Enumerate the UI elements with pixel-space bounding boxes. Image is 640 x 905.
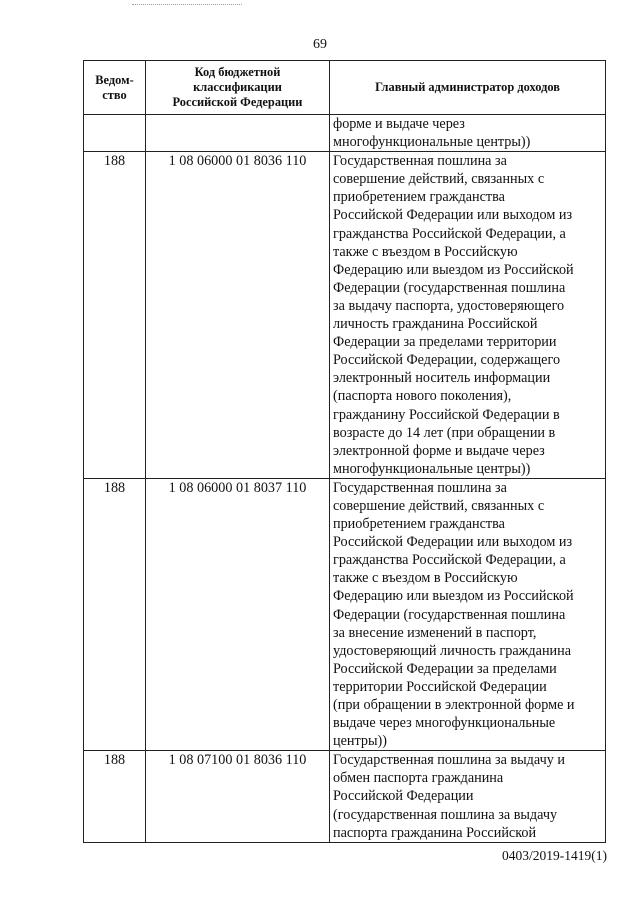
text-line: многофункциональные центры)) [333, 460, 531, 477]
text-line: форме и выдаче через [333, 116, 465, 132]
header-text-line: Ведом- [95, 72, 134, 87]
text-line: также с въездом в Российскую [333, 570, 518, 587]
text-line: Российской Федерации или выходом из [333, 534, 573, 551]
table-body [84, 115, 606, 843]
text-line: возрасте до 14 лет (при обращении в [333, 424, 556, 441]
page-number: 69 [313, 37, 327, 52]
text-line: Государственная пошлина за выдачу и [333, 752, 565, 769]
text-line: совершение действий, связанных с [333, 497, 545, 514]
text-line: Российской Федерации [333, 788, 474, 805]
text-line: приобретением гражданства [333, 516, 505, 533]
administrator-text-cell [330, 152, 606, 479]
text-line: Федерацию или выездом из Российской [333, 588, 574, 605]
header-text-line: классификации [193, 80, 282, 94]
table-header-row [84, 61, 606, 115]
text-line: выдаче через многофункциональные [333, 715, 556, 732]
budget-code-cell: 1 08 06000 01 8036 110 [146, 152, 330, 479]
header-text-line: Код бюджетной [194, 65, 281, 79]
administrator-text-cell [330, 478, 606, 750]
text-line: (государственная пошлина за выдачу [333, 806, 558, 823]
text-line: личность гражданина Российской [333, 316, 538, 333]
text-line: Государственная пошлина за [333, 479, 507, 496]
text-line: Федерации (государственная пошлина [333, 606, 566, 623]
text-line: Российской Федерации, содержащего [333, 352, 561, 369]
text-line: гражданину Российской Федерации в [333, 406, 560, 423]
administrator-text-cell [330, 115, 606, 152]
department-code-cell: 188 [84, 751, 146, 842]
table-row [84, 115, 606, 152]
text-line: обмен паспорта гражданина [333, 770, 504, 787]
budget-code-cell: 1 08 06000 01 8037 110 [146, 478, 330, 750]
scan-artifact-line [132, 4, 242, 5]
text-line: (паспорта нового поколения), [333, 388, 512, 405]
text-line: Российской Федерации за пределами [333, 660, 557, 677]
table-row [84, 478, 606, 750]
budget-code-cell [146, 115, 330, 152]
text-line: удостоверяющий личность гражданина [333, 642, 572, 659]
text-line: центры)) [333, 733, 387, 750]
text-line: электронный носитель информации [333, 370, 551, 387]
text-line: территории Российской Федерации [333, 678, 547, 695]
department-code-cell: 188 [84, 152, 146, 479]
text-line: паспорта гражданина Российской [333, 824, 537, 841]
table-row [84, 152, 606, 479]
text-line: Федерации за пределами территории [333, 334, 557, 351]
header-text-line: Главный администратор доходов [375, 80, 560, 94]
department-code-cell [84, 115, 146, 152]
table-row [84, 751, 606, 842]
text-line: совершение действий, связанных с [333, 171, 545, 188]
header-budget-code [146, 61, 330, 115]
header-text-line: ство [102, 87, 127, 102]
text-line: также с въездом в Российскую [333, 243, 518, 260]
text-line: за внесение изменений в паспорт, [333, 624, 537, 641]
text-line: Федерацию или выездом из Российской [333, 261, 574, 278]
text-line: электронной форме и выдаче через [333, 442, 545, 459]
text-line: Российской Федерации или выходом из [333, 207, 573, 224]
header-revenue-administrator [330, 61, 606, 115]
budget-classification-table [83, 60, 606, 843]
text-line: Государственная пошлина за [333, 153, 507, 170]
budget-code-cell: 1 08 07100 01 8036 110 [146, 751, 330, 842]
text-line: Федерации (государственная пошлина [333, 279, 566, 296]
text-line: гражданства Российской Федерации, а [333, 225, 566, 242]
header-department [84, 61, 146, 115]
document-number: 0403/2019-1419(1) [502, 848, 607, 863]
header-text-line: Российской Федерации [172, 95, 303, 109]
text-line: за выдачу паспорта, удостоверяющего [333, 297, 565, 314]
department-code-cell: 188 [84, 478, 146, 750]
administrator-text-cell [330, 751, 606, 842]
text-line: (при обращении в электронной форме и [333, 697, 575, 713]
text-line: многофункциональные центры)) [333, 134, 531, 151]
text-line: гражданства Российской Федерации, а [333, 552, 566, 569]
text-line: приобретением гражданства [333, 189, 505, 206]
